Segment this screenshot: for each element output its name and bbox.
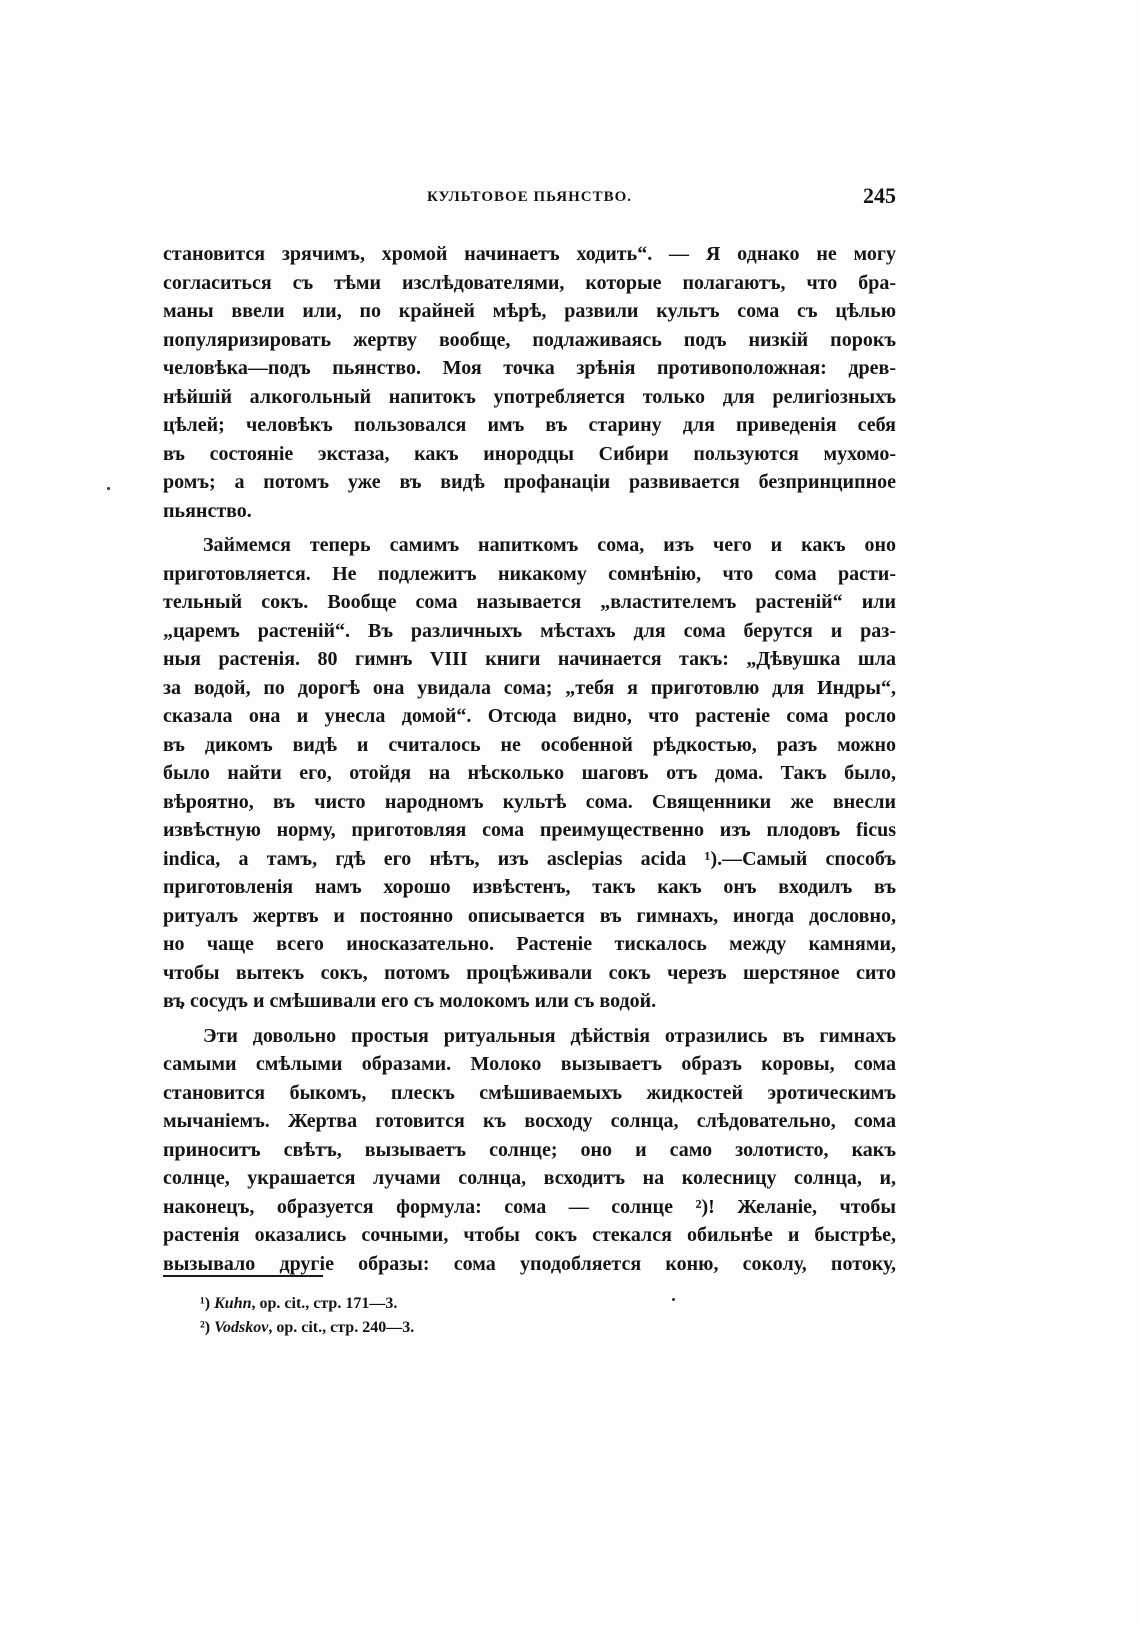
footnote-mark: ²) [200,1319,211,1336]
text-line: ныя растенія. 80 гимнъ VIII книги начинается такъ: „Дѣвушка шла [163,648,896,670]
running-title: КУЛЬТОВОЕ ПЬЯНСТВО. [426,189,633,205]
text-line: нѣйшій алкогольный напитокъ употребляется только для религіозныхъ [163,385,896,408]
text-line: Эти довольно простыя ритуальныя дѣйствія отразились въ гимнахъ [203,1024,896,1047]
footnote-author: Kuhn [214,1295,252,1312]
text-line: маны ввели или, по крайней мѣрѣ, развили культъ сома съ цѣлью [163,300,896,322]
footnotes [200,1292,414,1340]
text-line: въ дикомъ видѣ и считалось не особенной рѣдкостью, разъ можно [163,733,896,756]
text-line: становится быкомъ, плескъ смѣшиваемыхъ жидкостей эротическимъ [163,1081,896,1104]
text-line: тельный сокъ. Вообще сома называется „властителемъ растеній“ или [163,591,896,613]
text-line: популяризировать жертву вообще, подлаживаясь подъ низкій порокъ [163,328,896,351]
text-line: въ сосудъ и смѣшивали его съ молокомъ или съ водой. [163,990,657,1012]
text-line: приготовляется. Не подлежитъ никакому сомнѣнію, что сома расти- [163,562,896,585]
footnote-author: Vodskov [214,1319,269,1336]
text-line: пьянство. [163,499,252,522]
text-line: вѣроятно, въ чисто народномъ культѣ сома. Священники же внесли [163,790,896,813]
footnote-mark: ¹) [200,1295,211,1312]
text-line: „царемъ растеній“. Въ различныхъ мѣстахъ для сома берутся и раз- [163,619,896,642]
text-line: наконецъ, образуется формула: сома — солнце ²)! Желаніе, чтобы [163,1195,896,1218]
paragraph-3 [163,1022,896,1279]
footnote-citation: , op. cit., стр. 171—3. [251,1295,398,1312]
text-line: за водой, по дорогѣ она увидала сома; „тебя я приготовлю для Индры“, [163,676,896,699]
text-line: ритуалъ жертвъ и постоянно описывается въ гимнахъ, иногда дословно, [163,904,896,927]
text-line: чтобы вытекъ сокъ, потомъ процѣживали сокъ черезъ шерстяное сито [163,961,896,984]
text-line: растенія оказались сочными, чтобы сокъ стекался обильнѣе и быстрѣе, [163,1224,896,1246]
scan-speck [107,487,110,490]
text-line: мычаніемъ. Жертва готовится къ восходу солнца, слѣдовательно, сома [163,1110,896,1132]
text-line: въ состояніе экстаза, какъ инородцы Сибири пользуются мухомо- [163,442,896,465]
text-line: но чаще всего иносказательно. Растеніе тискалось между камнями, [163,933,896,955]
footnote-rule [163,1275,323,1277]
text-line: самыми смѣлыми образами. Молоко вызываетъ образъ коровы, сома [163,1053,896,1075]
scan-speck [672,1298,675,1301]
text-line: ромъ; а потомъ уже въ видѣ профанаціи развивается безпринципное [163,471,896,493]
text-line: согласиться съ тѣми изслѣдователями, которые полагаютъ, что бра- [163,271,896,294]
text-line: приготовленія намъ хорошо извѣстенъ, такъ какъ онъ входилъ въ [163,876,896,898]
text-line: становится зрячимъ, хромой начинаетъ ходить“. — Я однако не могу [163,243,896,265]
text-line: indica, а тамъ, гдѣ его нѣтъ, изъ asclepias acida ¹).—Самый способъ [163,847,896,870]
text-line: цѣлей; человѣкъ пользовался имъ въ старину для приведенія себя [163,414,896,436]
text-line: приноситъ свѣтъ, вызываетъ солнце; оно и само золотисто, какъ [163,1138,896,1161]
page-number: 245 [863,183,896,208]
body-text [163,240,896,1278]
running-head [163,183,896,213]
text-line: человѣка—подъ пьянство. Моя точка зрѣнія противоположная: древ- [163,357,896,379]
text-line: Займемся теперь самимъ напиткомъ сома, изъ чего и какъ оно [203,534,896,556]
text-line: было найти его, отойдя на нѣсколько шаговъ отъ дома. Такъ было, [163,762,896,784]
text-line: солнце, украшается лучами солнца, всходитъ на колесницу солнца, и, [163,1167,896,1189]
paragraph-1 [163,240,896,525]
paragraph-2 [163,531,896,1016]
text-line: сказала она и унесла домой“. Отсюда видно, что растеніе сома росло [163,705,896,727]
footnote-2 [200,1316,414,1340]
text-line: извѣстную норму, приготовляя сома преимущественно изъ плодовъ ficus [163,819,896,841]
footnote-1 [200,1292,414,1316]
footnote-citation: , op. cit., стр. 240—3. [268,1319,415,1336]
text-line: вызывало другіе образы: сома уподобляется коню, соколу, потоку, [163,1252,896,1275]
